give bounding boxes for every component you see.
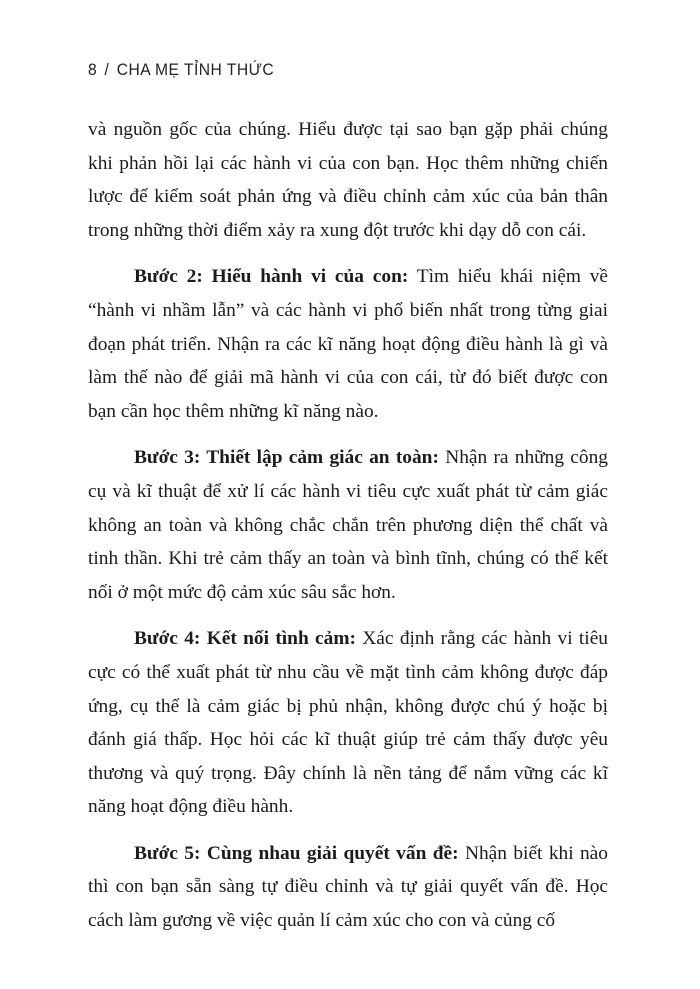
paragraph-text: Xác định rằng các hành vi tiêu cực có thể xuất phát từ nhu cầu về mặt tình cảm không được đáp ứng, cụ thể là cảm giác bị phủ nhận, không được chú ý hoặc bị đánh giá thấp. Học hỏi các kĩ thuật giúp trẻ cảm thấy được yêu thương và quý trọng. Đây chính là nền tảng để nắm vững các kĩ năng hoạt động điều hành. xyxy=(88,628,608,818)
paragraph-step-3 xyxy=(88,441,608,609)
paragraph-continuation xyxy=(88,113,608,247)
paragraph-text: Nhận biết khi nào thì con bạn sẵn sàng tự điều chỉnh và tự giải quyết vấn đề. Học cách làm gương về việc quản lí cảm xúc cho con và củng cố xyxy=(88,842,608,932)
paragraph-step-2 xyxy=(88,260,608,428)
paragraph-text: Nhận ra những công cụ và kĩ thuật để xử lí các hành vi tiêu cực xuất phát từ cảm giác không an toàn và không chắc chắn trên phương diện thể chất và tinh thần. Khi trẻ cảm thấy an toàn và bình tĩnh, chúng có thể kết nối ở một mức độ cảm xúc sâu sắc hơn. xyxy=(88,447,608,603)
paragraph-step-4 xyxy=(88,622,608,824)
step-heading: Bước 3: Thiết lập cảm giác an toàn: xyxy=(134,447,439,469)
step-heading: Bước 5: Cùng nhau giải quyết vấn đề: xyxy=(134,842,459,864)
paragraph-text: và nguồn gốc của chúng. Hiểu được tại sao bạn gặp phải chúng khi phản hồi lại các hành vi của con bạn. Học thêm những chiến lược để kiểm soát phản ứng và điều chỉnh cảm xúc của bản thân trong những thời điểm xảy ra xung đột trước khi dạy dỗ con cái. xyxy=(88,119,608,241)
step-heading: Bước 2: Hiểu hành vi của con: xyxy=(134,266,409,288)
header-separator: / xyxy=(104,60,110,79)
running-header xyxy=(88,60,274,80)
paragraph-step-5 xyxy=(88,837,608,938)
paragraph-text: Tìm hiểu khái niệm về “hành vi nhầm lẫn” và các hành vi phổ biến nhất trong từng giai đoạn phát triển. Nhận ra các kĩ năng hoạt động điều hành là gì và làm thế nào để giải mã hành vi của con cái, từ đó biết được con bạn cần học thêm những kĩ năng nào. xyxy=(88,266,608,422)
body-text xyxy=(88,113,608,938)
page-number: 8 xyxy=(88,60,98,79)
step-heading: Bước 4: Kết nối tình cảm: xyxy=(134,628,356,650)
book-title: CHA MẸ TỈNH THỨC xyxy=(116,60,275,79)
